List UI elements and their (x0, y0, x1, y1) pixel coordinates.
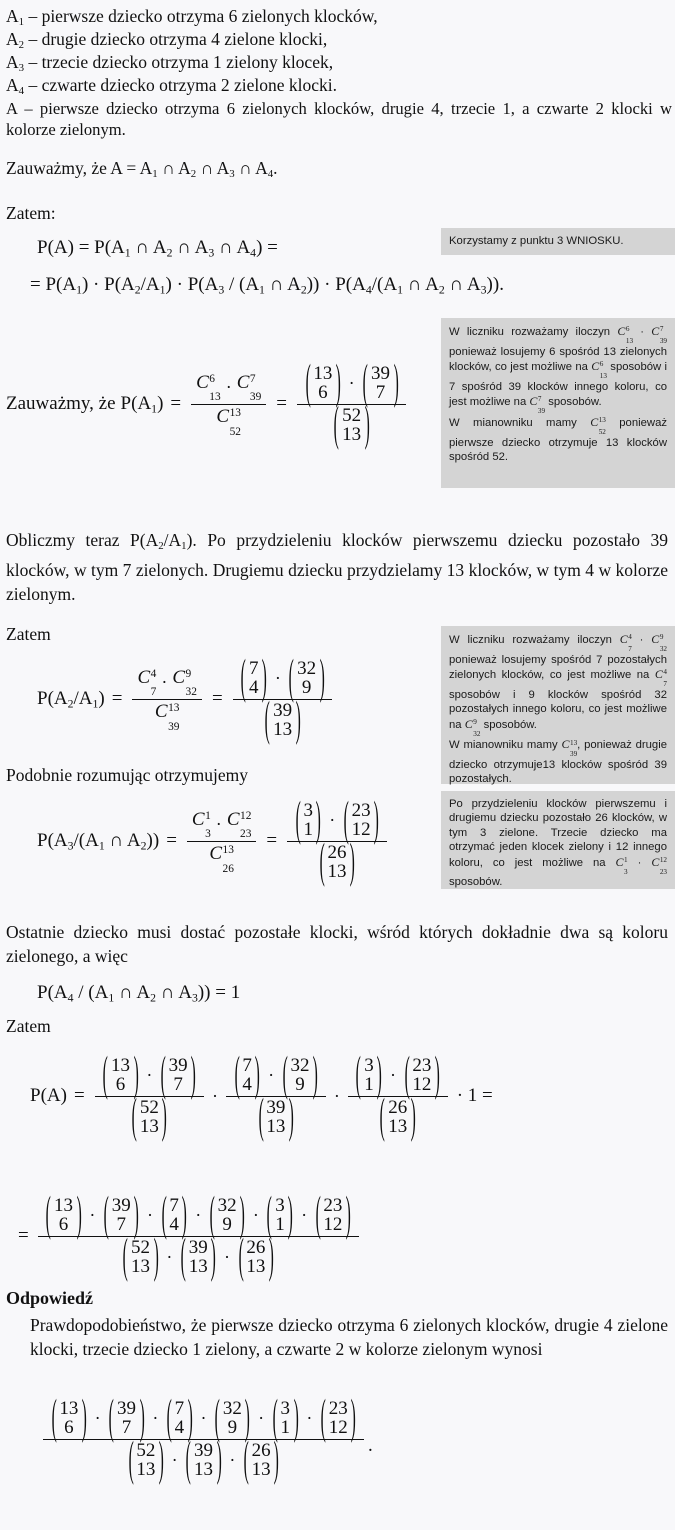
dot-2: · (348, 372, 355, 393)
product-term-3-denominator (372, 1090, 424, 1145)
obliczmy-sub-2: 2 (158, 540, 164, 553)
c-26-13: C 13 26 (209, 843, 234, 876)
paragraph-ostatnie: Ostatnie dziecko musi dostać pozostałe klocki, wśród których dokładnie dwa są koloru zielonego, a więc (6, 922, 668, 966)
dot-7: · (146, 1064, 153, 1085)
event-a3-symbol: $A_3$ (6, 52, 25, 75)
event-a4-text: – czwarte dziecko otrzyma 2 zielone klocki. (28, 75, 337, 95)
c-13-6: C 6 13 (196, 371, 221, 404)
callout-pa1-c39-7: C 7 39 (651, 324, 667, 346)
binom-32-9: ( 32 9 ) (282, 1048, 318, 1103)
paragraph-obliczmy-mid: /A (163, 530, 182, 550)
callout-pa1-c39-7-b: C 7 39 (529, 394, 546, 416)
formula-pa3-binom-fraction (287, 793, 387, 890)
podobnie-label: Podobnie rozumując otrzymujemy (6, 765, 249, 785)
formula-pa2-eq2: = (211, 688, 223, 710)
binom-26-13: ( 26 13 ) (243, 1433, 279, 1488)
formula-pa3-binom-numerator (287, 793, 387, 848)
formula-pa1-binom-fraction (297, 356, 406, 453)
binom-39-13: ( 39 13 ) (180, 1230, 216, 1285)
formula-final-answer-numerator (43, 1391, 364, 1446)
formula-pa2-binom-denominator (257, 693, 309, 748)
c-3-1: C 1 3 (191, 808, 211, 841)
callout-pa3-p1c: sposobów. (449, 876, 503, 889)
callout-pa3-c3-1: C 1 3 (615, 854, 628, 876)
formula-pa2-c-numerator (132, 666, 201, 699)
callout-pa3-p1b: · (637, 856, 642, 869)
binom-23-12: ( 23 12 ) (404, 1048, 440, 1103)
formula-pa-product-lhs: P(A) (30, 1085, 67, 1107)
dot-22: · (258, 1407, 265, 1428)
callout-wniosek (441, 228, 675, 255)
formula-pa1-eq2: = (276, 393, 287, 415)
binom-39-7: ( 39 7 ) (103, 1188, 139, 1243)
product-term-1-denominator (124, 1090, 176, 1145)
formula-pa-product (30, 1048, 493, 1145)
callout-pa1: W liczniku rozważamy iloczyn C 6 13 · C 7 39 ponieważ losujemy 6 spośród 13 zielonych klocków, co jest możliwe na C 6 13 sposobów i 7 spośród 39 klocków innego koloru, co jest możliwe na C 7 39 sposobów. W mianowniku mamy C 13 52 ponieważ pierwsze dziecko otrzymuje 13 klocków spośród 52. (441, 318, 675, 488)
callout-pa1-p1d: sposobów. (548, 396, 602, 409)
dot-17: · (166, 1246, 173, 1267)
obliczmy-sub-1: 1 (181, 540, 187, 553)
binom-7-4: ( 7 4 ) (166, 1391, 193, 1446)
event-a4-symbol: $A_4$ (6, 75, 25, 98)
formula-pa-combined (18, 1188, 362, 1285)
binom-23-12: ( 23 12 ) (343, 793, 379, 848)
product-term-1-numerator (95, 1048, 204, 1103)
formula-pa-expansion-line1-expr: $P(A) = P(A_1$ ∩ $A_2$ ∩ $A_3$ ∩ $A_4$) = (37, 237, 278, 260)
dot-9: · (268, 1064, 275, 1085)
formula-pa3-lhs: $P(A_3/(A_1$ ∩ $A_2$)) (37, 829, 160, 853)
formula-pa4-expr: $P(A_4 / (A_1$ ∩ $A_2$ ∩ $A_3)) = 1$ (37, 982, 241, 1005)
event-a2-text: – drugie dziecko otrzyma 4 zielone klocki, (28, 29, 328, 49)
binom-52-13: ( 52 13 ) (128, 1433, 164, 1488)
callout-pa1-c13-6-b: C 6 13 (591, 359, 607, 381)
dot-25: · (229, 1449, 236, 1470)
binom-13-6: ( 13 6 ) (102, 1048, 139, 1103)
binom-39-7: ( 39 7 ) (108, 1391, 145, 1446)
odpowiedz-text: Prawdopodobieństwo, że pierwsze dziecko otrzyma 6 zielonych klocków, drugie 4 zielone klocki, trzecie dziecko 1 zielony, a czwarte 2 w kolorze zielonym wynosi (30, 1315, 668, 1359)
note-a-intersection-expr: $A_1$ ∩ $A_2$ ∩ $A_3$ ∩ $A_4$. (139, 158, 278, 181)
c-32-9: C 9 32 (172, 666, 197, 699)
formula-pa1-c-numerator (191, 371, 266, 404)
formula-pa1-c-denominator (211, 405, 246, 438)
callout-pa3-p1a: Po przydzieleniu klocków pierwszemu i drugiemu dziecku pozostało 26 klocków, w tym 3 zielone. Trzecie dziecko ma otrzymać jeden klocek zielony i 12 innego koloru, co jest możliwe na (449, 798, 667, 869)
binom-7-4: ( 7 4 ) (234, 1048, 261, 1103)
formula-pa-product-eq: = (73, 1085, 85, 1107)
event-a3-text: – trzecie dziecko otrzyma 1 zielony klocek, (28, 52, 334, 72)
formula-pa-expansion-line1 (37, 237, 278, 260)
formula-pa2-binom-fraction (233, 651, 333, 748)
dot-6: · (329, 809, 336, 830)
formula-pa-combined-eq: = (18, 1225, 29, 1247)
event-a4-subscript: 4 (18, 85, 25, 98)
callout-pa1-p1b: ponieważ losujemy 6 spośród 13 zielonych klocków, co jest możliwe na (449, 345, 667, 374)
formula-pa-combined-fraction (38, 1188, 359, 1285)
callout-pa1-p1a: W liczniku rozważamy iloczyn (449, 326, 611, 338)
callout-pa2-p2a: W mianowniku mamy (449, 739, 558, 752)
c-23-12: C 12 23 (226, 808, 252, 841)
binom-39-13: ( 39 13 ) (185, 1433, 222, 1488)
dot-23: · (306, 1407, 313, 1428)
binom-3-1: ( 3 1 ) (355, 1048, 382, 1103)
zatem-colon-label: Zatem: (6, 203, 56, 223)
callout-pa2-p2b: , ponieważ drugie dziecko otrzymuje13 klocków spośród 39 pozostałych. (449, 739, 668, 786)
formula-final-answer-denominator (120, 1433, 287, 1488)
binom-23-12: ( 23 12 ) (315, 1188, 351, 1243)
dot-21: · (200, 1407, 207, 1428)
formula-final-answer-fraction (43, 1391, 364, 1488)
event-a1-subscript: 1 (18, 16, 25, 29)
dot-19: · (94, 1407, 101, 1428)
dot-12: · (89, 1204, 96, 1225)
product-term-3-numerator (348, 1048, 448, 1103)
formula-pa3-eq2: = (266, 830, 278, 852)
dot-20: · (152, 1407, 159, 1428)
formula-pa3-c-fraction (187, 808, 256, 876)
callout-pa2-c39-13: C 13 39 (561, 737, 578, 759)
paragraph-obliczmy (6, 528, 668, 606)
dot-4: · (274, 667, 281, 688)
dot-14: · (195, 1204, 202, 1225)
binom-32-9: ( 32 9 ) (288, 651, 325, 706)
binom-52-13: ( 52 13 ) (131, 1090, 168, 1145)
binom-3-1: ( 3 1 ) (266, 1188, 293, 1243)
event-a-symbol: A (6, 99, 18, 118)
binom-32-9: ( 32 9 ) (214, 1391, 251, 1446)
c-7-4: C 4 7 (137, 666, 157, 699)
formula-pa2-binom-numerator (233, 651, 333, 706)
dot-18: · (224, 1246, 231, 1267)
binom-3-1: ( 3 1 ) (295, 793, 322, 848)
event-a2-subscript: 2 (18, 39, 25, 52)
callout-pa2-c7-4: C 4 7 (619, 632, 632, 654)
formula-pa1-eq1: = (170, 393, 182, 415)
formula-final-answer (40, 1391, 373, 1488)
product-term-3 (348, 1048, 448, 1145)
dot-13: · (147, 1204, 154, 1225)
dot-15: · (252, 1204, 259, 1225)
callout-pa1-p1c: sposobów i 7 spośród 39 klocków innego koloru, co jest możliwe na (449, 361, 668, 409)
paragraph-obliczmy-post: ). Po przydzieleniu klocków pierwszemu dziecku pozostało 39 klocków, w tym 7 zielonych. Drugiemu dziecku przydzielamy 13 klocków, w tym 4 w kolorze zielonym. (6, 530, 668, 605)
event-a1-text: – pierwsze dziecko otrzyma 6 zielonych klocków, (28, 6, 378, 26)
callout-pa1-p2a: W mianowniku mamy (449, 416, 577, 429)
binom-7-4: ( 7 4 ) (161, 1188, 188, 1243)
binom-26-13: ( 26 13 ) (238, 1230, 274, 1285)
formula-pa2-c-denominator (150, 700, 185, 733)
formula-pa1-c-fraction (191, 371, 266, 439)
binom-39-13: ( 39 13 ) (264, 693, 301, 748)
formula-pa3-binom-denominator (311, 835, 363, 890)
dot-8: · (212, 1085, 219, 1106)
event-definition-a (6, 98, 672, 140)
callout-pa2-c32-9: C 9 32 (651, 632, 667, 654)
formula-pa2 (37, 651, 335, 748)
callout-pa3-c23-12: C 12 23 (651, 854, 668, 876)
callout-pa1-c52-13: C 13 52 (590, 414, 606, 437)
binom-26-13: ( 26 13 ) (380, 1090, 416, 1145)
formula-pa3 (37, 793, 390, 890)
binom-39-13: ( 39 13 ) (258, 1090, 294, 1145)
formula-pa1-lhs: $P(A_1)$ (120, 392, 164, 416)
dot-11: · (390, 1064, 397, 1085)
callout-pa3 (441, 791, 675, 889)
callout-pa1-c13-6: C 6 13 (617, 324, 634, 346)
c-52-13: C 13 52 (216, 406, 241, 439)
c-39-7: C 7 39 (236, 371, 262, 404)
callout-pa2-p1c: sposobów i 9 klocków spośród 32 pozostałych innego koloru, co jest możliwe na (449, 688, 667, 731)
formula-pa1-label: Zauważmy, że (6, 393, 116, 415)
event-a2-symbol: $A_2$ (6, 29, 25, 52)
zatem-label-2: Zatem (6, 1016, 51, 1036)
product-term-2-denominator (250, 1090, 302, 1145)
formula-pa4 (37, 982, 240, 1005)
binom-13-6: ( 13 6 ) (51, 1391, 87, 1446)
formula-pa2-c-fraction (132, 666, 201, 734)
callout-pa1-p2b: ponieważ pierwsze dziecko otrzymuje 13 klocków spośród 52. (449, 416, 667, 463)
odpowiedz-heading: Odpowiedź (6, 1288, 94, 1308)
event-a3-subscript: 3 (18, 62, 25, 75)
callout-pa2-p1d: sposobów. (483, 718, 537, 731)
product-term-1 (95, 1048, 204, 1145)
note-a-intersection-label: Zauważmy, że A = (6, 158, 137, 178)
formula-pa-expansion-line2 (30, 274, 504, 297)
zatem-label-1: Zatem (6, 624, 51, 644)
binom-7-4: ( 7 4 ) (240, 651, 267, 706)
formula-pa1-binom-denominator (326, 398, 378, 453)
binom-23-12: ( 23 12 ) (320, 1391, 356, 1446)
formula-pa3-c-numerator (187, 808, 256, 841)
formula-pa-combined-denominator (115, 1230, 282, 1285)
formula-pa3-eq1: = (166, 830, 177, 852)
binom-39-7: ( 39 7 ) (160, 1048, 196, 1103)
binom-52-13: ( 52 13 ) (122, 1230, 159, 1285)
binom-32-9: ( 32 9 ) (209, 1188, 245, 1243)
binom-13-6: ( 13 6 ) (305, 356, 341, 411)
callout-pa2: W liczniku rozważamy iloczyn C 4 7 · C 9 32 ponieważ losujemy spośród 7 pozostałych zielonych klocków, co jest możliwe na C 4 7 sposobów i 9 klocków spośród 32 pozostałych innego koloru, co jest możliwe na C 9 32 sposobów. W mianowniku mamy C 13 39 , ponieważ drugie dziecko otrzymuje13 klocków spośród 39 pozostałych. (441, 626, 675, 784)
callout-pa2-p1b: ponieważ losujemy spośród 7 pozostałych zielonych klocków, co jest możliwe na (449, 653, 667, 682)
formula-pa-expansion-line2-expr: = $P(A_1) \cdot P(A_2/A_1) \cdot P(A_3 / (A_1$ ∩ $A_2)) \cdot P(A_4/(A_1$ ∩ $A_2$ ∩ $A_3$)). (30, 274, 504, 297)
binom-3-1: ( 3 1 ) (272, 1391, 299, 1446)
formula-pa-product-times-one: · 1 = (456, 1085, 493, 1107)
final-answer-period: . (368, 1435, 373, 1457)
formula-pa1-binom-numerator (297, 356, 406, 411)
dot-1: · (225, 376, 232, 397)
dot-16: · (301, 1204, 308, 1225)
binom-13-6: ( 13 6 ) (45, 1188, 82, 1243)
dot-3: · (161, 671, 168, 692)
formula-pa2-lhs: $P(A_2/A_1)$ (37, 687, 105, 711)
binom-39-7: ( 39 7 ) (362, 356, 399, 411)
event-a-text: – pierwsze dziecko otrzyma 6 zielonych klocków, drugie 4, trzecie 1, a czwarte 2 klocki w kolorze zielonym. (6, 99, 672, 139)
formula-pa3-c-denominator (204, 842, 239, 875)
product-term-2 (226, 1048, 326, 1145)
note-a-intersection (6, 158, 278, 186)
callout-pa2-c32-9-b: C 9 32 (464, 716, 481, 738)
dot-5: · (215, 813, 222, 834)
formula-pa1 (6, 356, 409, 453)
callout-wniosek-text: Korzystamy z punktu 3 WNIOSKU. (449, 235, 624, 247)
dot-10: · (333, 1085, 340, 1106)
formula-pa2-eq1: = (111, 688, 123, 710)
product-term-2-numerator (226, 1048, 326, 1103)
c-39-13: C 13 39 (154, 701, 180, 734)
binom-52-13: ( 52 13 ) (333, 398, 370, 453)
binom-26-13: ( 26 13 ) (319, 835, 355, 890)
paragraph-obliczmy-pre: Obliczmy teraz P(A (6, 530, 159, 550)
callout-pa2-c7-4-b: C 4 7 (654, 667, 667, 689)
formula-pa-combined-numerator (38, 1188, 359, 1243)
dot-24: · (171, 1449, 178, 1470)
callout-pa2-p1a: W liczniku rozważamy iloczyn (449, 634, 612, 646)
event-a1-symbol: $A_1$ (6, 6, 25, 29)
